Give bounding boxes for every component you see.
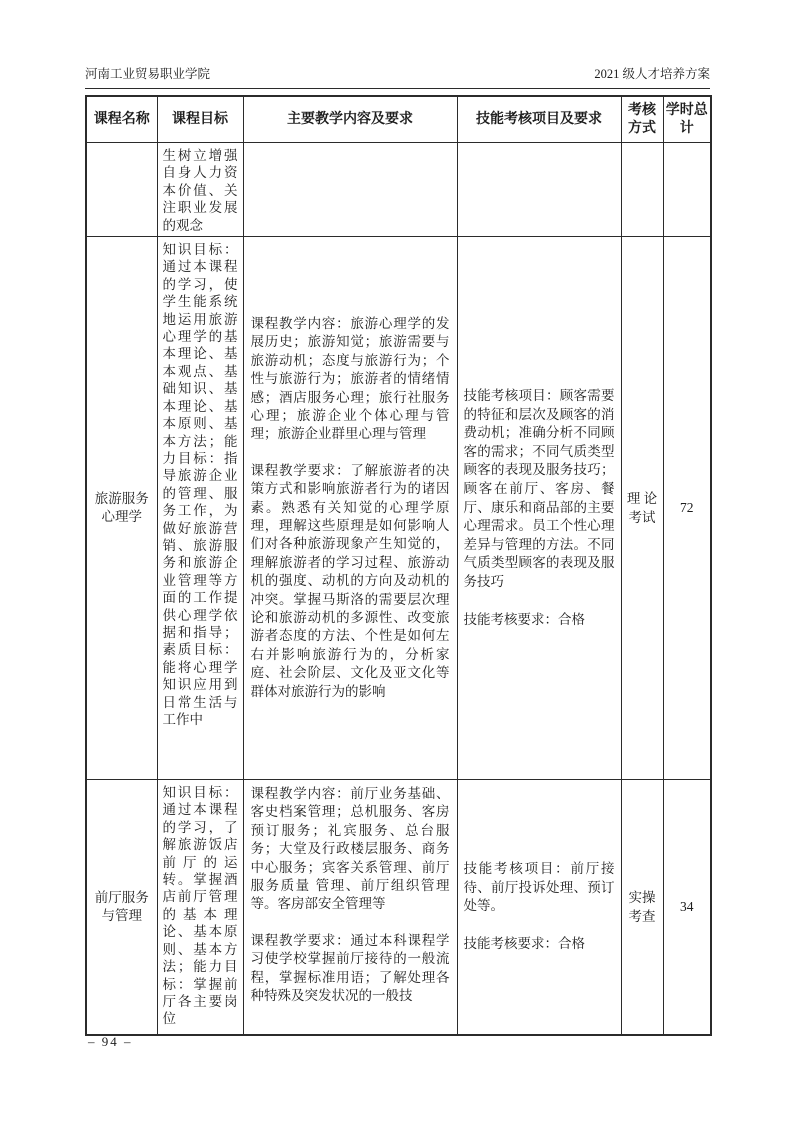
course-name-cell [86,780,157,1035]
skill-assessment-cell [457,780,621,1035]
objectives-text: 知识目标：通过本课程的学习，使学生能系统地运用旅游心理学的基本理论、基本观点、基础知识、基本理论、基本原则、基本方法；能力目标：指导旅游企业的管理、服务工作，为做好旅游营销、旅游服务和旅游企业管理等方面的工作提供心理学依据和指导；素质目标：能将心理学知识应用到日常生活与工作中 [162,242,238,727]
col-header-teaching-content: 主要教学内容及要求 [243,96,457,143]
assessment-method-line2: 考试 [628,510,656,526]
col-header-assessment-method: 考核方式 [621,96,663,143]
teaching-content-paragraph: 课程教学内容：前厅业务基础、客史档案管理；总机服务、客房预订服务；礼宾服务、总台服务；大堂及行政楼层服务、商务中心服务；宾客关系管理、前厅服务质量 管理、前厅组织管理等。客房部安全管理等 [250,786,450,912]
table-header-row [86,96,711,143]
course-name-cell [86,237,157,780]
assessment-method-cell [621,780,663,1035]
skill-assessment-items: 技能考核项目：前厅接待、前厅投诉处理、预订处等。 [463,861,615,914]
total-hours-cell: 72 [663,237,711,780]
teaching-content-cell [243,143,457,237]
teaching-requirements-paragraph: 课程教学要求：了解旅游者的决策方式和影响旅游者行为的诸因素。熟悉有关知觉的心理学原理，理解这些原理是如何影响人们对各种旅游现象产生知觉的，理解旅游者的学习过程、旅游动机的强度、动机的方向及动机的冲突。掌握马斯洛的需要层次理论和旅游动机的多源性、改变旅游者态度的方法、个性是如何左右并影响旅游行为的，分析家庭、社会阶层、文化及亚文化等群体对旅游行为的影响 [250,462,450,699]
col-header-total-hours: 学时总计 [663,96,711,143]
assessment-method-line1: 理 论 [626,491,658,507]
assessment-method-cell [621,143,663,237]
col-header-course-name: 课程名称 [86,96,157,143]
skill-assessment-requirement: 技能考核要求：合格 [463,935,585,951]
col-header-course-objectives: 课程目标 [157,96,243,143]
course-objectives-cell [157,780,243,1035]
table-row-front-office [86,780,711,1035]
skill-assessment-cell [457,143,621,237]
page-number: – 94 – [88,1034,133,1049]
table-row-continuation [86,143,711,237]
header-program-title: 2021 级人才培养方案 [594,67,710,81]
course-objectives-cell [157,237,243,780]
skill-assessment-items: 技能考核项目：顾客需要的特征和层次及顾客的消费动机；准确分析不同顾客的需求；不同气质类型顾客的表现及服务技巧；顾客在前厅、客房、餐厅、康乐和商品部的主要心理需求。员工个性心理差异与管理的方法。不同气质类型顾客的表现及服务技巧 [463,387,615,589]
total-hours-cell [663,143,711,237]
assessment-method-cell [621,237,663,780]
assessment-method-line1: 实操 [628,889,656,905]
course-objectives-cell [157,143,243,237]
page-header [85,66,710,89]
total-hours-cell: 34 [663,780,711,1035]
table-row-tourism-psychology [86,237,711,780]
course-name-cell [86,143,157,237]
objectives-text: 生树立增强自身人力资本价值、关注职业发展的观念 [162,148,238,233]
teaching-content-cell [243,237,457,780]
col-header-skill-assessment: 技能考核项目及要求 [457,96,621,143]
objectives-text: 知识目标：通过本课程的学习，了解旅游饭店前厅的运转。掌握酒店前厅管理的基本理论、基本原则、基本方法；能力目标：掌握前厅各主要岗位 [162,785,238,1027]
header-school-name: 河南工业贸易职业学院 [85,67,211,81]
assessment-method-line2: 考查 [628,908,656,924]
course-name-text: 前厅服务与管理 [94,889,149,923]
course-name-text: 旅游服务心理学 [94,491,149,525]
skill-assessment-cell [457,237,621,780]
curriculum-table [85,95,712,1036]
teaching-content-paragraph: 课程教学内容：旅游心理学的发展历史；旅游知觉；旅游需要与旅游动机；态度与旅游行为；个性与旅游行为；旅游者的情绪情感；酒店服务心理；旅行社服务心理；旅游企业个体心理与管理；旅游企业群里心理与管理 [250,315,450,442]
teaching-content-cell [243,780,457,1035]
skill-assessment-requirement: 技能考核要求：合格 [463,611,585,627]
teaching-requirements-paragraph: 课程教学要求：通过本科课程学习使学校掌握前厅接待的一般流程，掌握标准用语；了解处理各种特殊及突发状况的一般技 [250,932,450,1004]
